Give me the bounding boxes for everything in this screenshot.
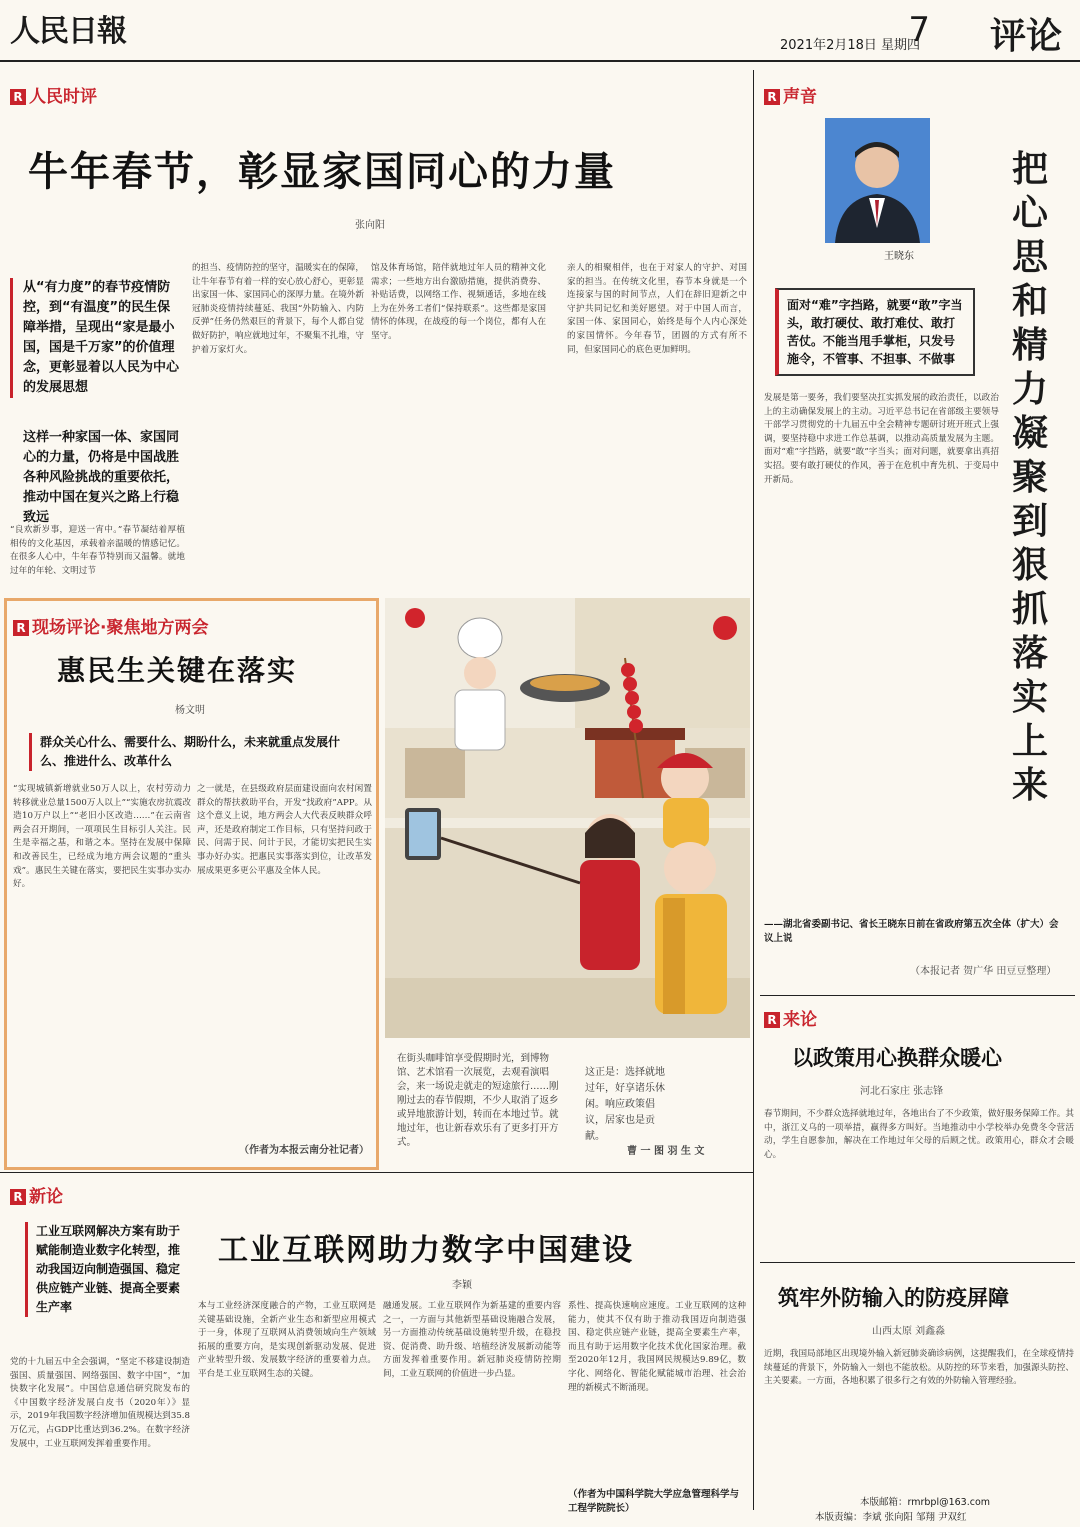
article-text: 春节期间，不少群众选择就地过年，各地出台了不少政策，做好服务保障工作。其中，浙江义乌的一项举措，赢得多方叫好。当地推动中小学校举办免费冬令营活动，学生自愿参加，解决在工作地过年父母的后顾之忧。政策用心，群众才会暖心。	[764, 1109, 1074, 1160]
section-title: 评论	[989, 16, 1062, 57]
illustration-caption: 在街头咖啡馆享受假期时光，到博物馆、艺术馆看一次展览，去观看演唱会，来一场说走就走的短途旅行……刚刚过去的春节假期，不少人取消了返乡或异地旅游计划，转而在本地过节。就地过年，也让新春欢乐有了更多打开方式。	[397, 1053, 559, 1148]
article-text: 的担当、疫情防控的坚守，温暖实在的保障，让牛年春节有着一样的安心放心舒心，更彰显出家国一体、家国同心的深厚力量。在境外新冠肺炎疫情持续蔓延、我国“外防输入、内防反弹”任务仍然艰巨的背景下，每个人都自觉做好防护，响应就地过年，不聚集不扎堆，守护着万家灯火。	[192, 263, 364, 355]
byline: 李颖	[452, 1280, 472, 1291]
masthead	[0, 0, 1080, 62]
byline: （本报记者 贺广华 田豆豆整理）	[910, 966, 1057, 977]
photo-caption: 王晓东	[884, 251, 914, 262]
article-text: “实现城镇新增就业50万人以上，农村劳动力转移就业总量1500万人以上”“实施农房抗震改造10万户以上”“老旧小区改造……”在云南省两会召开期间，一项项民生目标引人关注。民生是幸福之基，和谐之本。坚持在发展中保障和改善民生，已经成为地方两会议题的“重头戏”。惠民生关键在落实，要把民生实事办实办好。	[13, 784, 191, 890]
commentary-box	[4, 598, 379, 1170]
article-text: 亲人的相聚相伴，也在于对家人的守护、对国家的担当。在传统文化里，春节本身就是一个连接家与国的时间节点，人们在辞旧迎新之中守护共同记忆和美好愿望。对于中国人而言，家国一体、家国同心，始终是每个人内心深处的家国情怀。今年春节，团圆的方式有所不同，但家国同心的底色更加鲜明。	[567, 263, 747, 355]
lead-quote: 群众关心什么、需要什么、期盼什么，未来就重点发展什么、推进什么、改革什么	[29, 733, 349, 771]
byline: 山西太原 刘鑫淼	[872, 1326, 946, 1337]
footer-editors: 本版责编：李斌 张向阳 邹翔 尹双红	[815, 1512, 967, 1523]
section-divider	[760, 1262, 1075, 1263]
article-text: 之一就是，在县级政府层面建设面向农村闲置群众的帮扶救助平台，开发“找政府”APP。从这个意义上说，地方两会人大代表反映群众呼声，还是政府制定工作目标，只有坚持问政于民、问需于民、问计于民，才能切实把民生实事办好办实。把惠民实事落实到位，让改革发展成果更多更公平惠及全体人民。	[197, 784, 372, 876]
illustration-credit: 曹 一 图 羽 生 文	[627, 1146, 705, 1157]
headline: 惠民生关键在落实	[57, 654, 298, 687]
byline-footer: （作者为中国科学院大学应急管理科学与工程学院院长）	[568, 1489, 740, 1514]
speech-source: ——湖北省委副书记、省长王晓东日前在省政府第五次全体（扩大）会议上说	[764, 919, 1059, 944]
headline: 以政策用心换群众暖心	[792, 1046, 1002, 1070]
vertical-headline: 把心思和精力凝聚到狠抓落实上来	[1011, 149, 1048, 806]
page-number: 7	[908, 10, 930, 50]
article-text: “良欢新岁事，迎送一宵中。”春节凝结着厚植相传的文化基因，承载着亲温暖的情感记忆。在很多人心中，牛年春节特别而又温馨。就地过年的年轮、文明过节	[10, 525, 185, 576]
issue-date: 2021年2月18日 星期四	[780, 38, 921, 53]
illustration	[385, 598, 750, 1038]
footer-email: 本版邮箱：rmrbpl@163.com	[860, 1497, 991, 1508]
headline-main: 牛年春节，彰显家国同心的力量	[28, 149, 616, 195]
lead-quote: 工业互联网解决方案有助于赋能制造业数字化转型，推动我国迈向制造强国、稳定供应链产业链、提高全要素生产率	[25, 1222, 183, 1317]
headline: 筑牢外防输入的防疫屏障	[778, 1286, 1009, 1310]
article-text: 党的十九届五中全会强调，“坚定不移建设制造强国、质量强国、网络强国、数字中国”，“加快数字化发展”。中国信息通信研究院发布的《中国数字经济发展白皮书（2020年）》显示，2019年我国数字经济增加值规模达到35.8万亿元，占GDP比重达到36.2%。在数字经济发展中，工业互联网发挥着重要作用。	[10, 1357, 190, 1449]
article-text: 近期，我国局部地区出现境外输入新冠肺炎确诊病例，这提醒我们，在全球疫情持续蔓延的背景下，外防输入一刻也不能放松。从防控的环节来看，加强源头防控、主关要素。一方面，各地积累了很多行之有效的外防输入管理经验。	[764, 1349, 1074, 1387]
byline: 杨文明	[175, 705, 205, 716]
pull-quote: 面对“难”字挡路，就要“敢”字当头，敢打硬仗、敢打难仗、敢打苦仗。不能当甩手掌柜，只发号施令，不管事、不担事、不做事	[775, 288, 975, 376]
newspaper-logo: 人民日報	[10, 14, 126, 49]
article-text: 系性、提高快速响应速度。工业互联网的这种能力，使其不仅有助于推动我国迈向制造强国、稳定供应链产业链，提高全要素生产率，而且有助于运用数字化技术优化国家治理。截至2020年12月，我国网民规模达9.89亿，数字化、网络化、智能化赋能城市治理、社会治理的新模式不断涌现。	[568, 1301, 746, 1393]
column-divider	[753, 70, 754, 1510]
byline-footer: （作者为本报云南分社记者）	[239, 1145, 369, 1156]
section-label-shengyin: R 声音	[764, 82, 817, 107]
article-text: 本与工业经济深度融合的产物，工业互联网是关键基础设施，全新产业生态和新型应用模式于一身，体现了互联网从消费领域向生产领域拓展的重要方向，是实现创新驱动发展、促进产业转型升级、发展数字经济的重要着力点。平台是工业互联网生态的关键。	[198, 1301, 376, 1379]
section-divider	[760, 995, 1075, 996]
section-label-xinlun: R 新论	[10, 1182, 63, 1207]
section-label-xianchang: R 现场评论·聚焦地方两会	[13, 613, 208, 638]
byline: 河北石家庄 张志锋	[860, 1086, 944, 1097]
lead-quote-1: 从“有力度”的春节疫情防控，到“有温度”的民生保障举措，呈现出“家是最小国，国是千万家”的价值理念，更彰显着以人民为中心的发展思想	[10, 278, 180, 398]
byline: 张向阳	[355, 220, 385, 231]
article-text: 融通发展。工业互联网作为新基建的重要内容之一，一方面与其他新型基础设施融合发展，另一方面推动传统基础设施转型升级，在稳投资、促消费、助升级、培植经济发展新动能等方面发挥着重要作用。新冠肺炎疫情防控期间，工业互联网的价值进一步凸显。	[383, 1301, 561, 1379]
lead-quote-2: 这样一种家国一体、家国同心的力量，仍将是中国战胜各种风险挑战的重要依托，推动中国在复兴之路上行稳致远	[23, 430, 180, 525]
article-text: 发展是第一要务，我们要坚决扛实抓发展的政治责任，以政治上的主动确保发展上的主动。习近平总书记在省部级主要领导干部学习贯彻党的十九届五中全会精神专题研讨班开班式上强调，要坚持稳中求进工作总基调，以推动高质量发展为主题。面对“难”字挡路，就要“敢”字当头；面对问题，就要拿出真招实招。要有敢打硬仗的作风，善于在危机中育先机、于变局中开新局。	[764, 393, 999, 485]
headline: 工业互联网助力数字中国建设	[218, 1233, 634, 1268]
speaker-photo	[825, 118, 930, 243]
section-label-lailun: R 来论	[764, 1005, 817, 1030]
illustration-poem: 这正是：选择就地过年，好享诸乐休闲。响应政策倡议，居家也是贡献。	[585, 1067, 665, 1142]
article-text: 馆及体育场馆，陪伴就地过年人员的精神文化需求；一些地方出台激励措施，提供消费券、补贴话费，以网络工作、视频通话，多地在线上为在外务工者们“保持联系”。这些都是家国情怀的体现，在战疫的每一个岗位，都有人在坚守。	[371, 263, 546, 341]
section-label-shiping: R 人民时评	[10, 82, 97, 107]
section-divider	[0, 1172, 753, 1173]
